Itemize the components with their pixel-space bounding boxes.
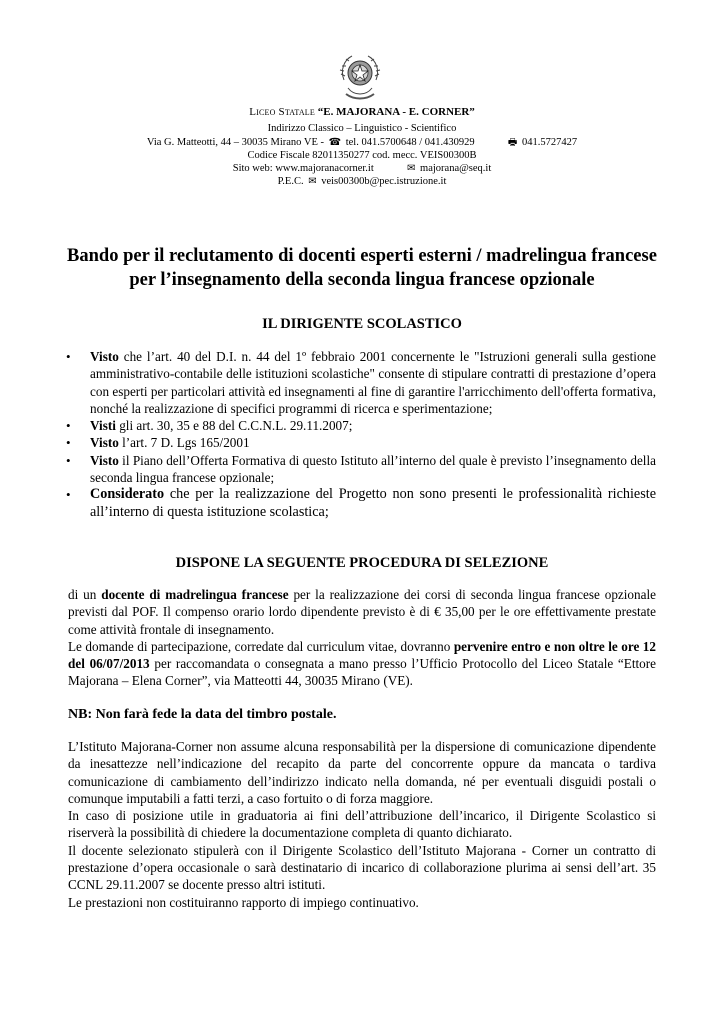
- pec-label: P.E.C.: [277, 176, 304, 187]
- item-text: che per la realizzazione del Progetto non sono presenti le professionalità richieste all’interno di questa istituzione scolastica;: [90, 486, 656, 521]
- school-website[interactable]: Sito web: www.majoranacorner.it: [232, 163, 374, 174]
- list-item: [66, 486, 656, 522]
- item-text: il Piano dell’Offerta Formativa di questo Istituto all’interno del quale è previsto l’insegnamento della seconda lingua francese opzionale;: [90, 452, 656, 486]
- item-text: l’art. 7 D. Lgs 165/2001: [118, 435, 250, 451]
- pec-email[interactable]: veis00300b@pec.istruzione.it: [321, 176, 447, 187]
- list-item: [66, 417, 656, 434]
- school-address: Via G. Matteotti, 44 – 30035 Mirano VE -: [146, 137, 324, 148]
- pec-line: [0, 174, 724, 189]
- heading-dirigente: IL DIRIGENTE SCOLASTICO: [262, 316, 462, 332]
- closing-paragraph: Le prestazioni non costituiranno rapporto di impiego continuativo.: [68, 894, 419, 910]
- italian-republic-emblem-icon: [336, 50, 384, 102]
- item-lead: Considerato: [90, 486, 165, 503]
- title-line-1: Bando per il reclutamento di docenti esperti esterni / madrelingua francese: [67, 246, 657, 266]
- school-track: Indirizzo Classico – Linguistico - Scientifico: [267, 123, 457, 134]
- fax-icon: 🖶: [507, 137, 518, 148]
- considerations-list: [66, 348, 656, 522]
- procedure-paragraph-1: di un docente di madrelingua francese per la realizzazione dei corsi di seconda lingua francese opzionale previsti dal POF. Il compenso orario lordo dipendente previsto è di € 35,00 per le ore effettivamente prestate come attività frontale di insegnamento.: [68, 587, 656, 637]
- phone-icon: ☎: [328, 137, 342, 148]
- list-item: [66, 452, 656, 487]
- list-item: [66, 348, 656, 417]
- heading-dispone: DISPONE LA SEGUENTE PROCEDURA DI SELEZIONE: [175, 555, 549, 571]
- envelope-icon: ✉: [407, 163, 416, 174]
- item-lead: Visto: [90, 349, 119, 364]
- bullet-icon: •: [66, 435, 71, 451]
- title-line-2: per l’insegnamento della seconda lingua francese opzionale: [129, 270, 595, 290]
- item-lead: Visto: [90, 452, 119, 468]
- closing-paragraph: L’Istituto Majorana-Corner non assume alcuna responsabilità per la dispersione di comunicazione dipendente da inesattezze nell’indicazione del recapito da parte del concorrente oppure da mancata o tardiva comunicazione di cambiamento dell’indirizzo indicato nella domanda, né per eventuali disguidi postali o comunque imputabili a fatti terzi, a caso fortuito o di forza maggiore.: [68, 739, 656, 806]
- closing-section: [68, 738, 656, 911]
- school-name: “E. MAJORANA - E. CORNER”: [317, 106, 475, 118]
- item-lead: Visto: [90, 435, 119, 451]
- pec-envelope-icon: ✉: [308, 176, 317, 187]
- school-email[interactable]: majorana@seq.it: [420, 163, 492, 174]
- school-prefix: Liceo Statale: [249, 106, 315, 118]
- closing-paragraph: Il docente selezionato stipulerà con il Dirigente Scolastico dell’Istituto Majorana - Corner un contratto di prestazione d’opera occasionale o sarà destinatario di incarico di collaborazione plurima ai sensi dell’art. 35 CCNL 29.11.2007 se docente presso altri istituti.: [68, 842, 656, 893]
- nb-note: NB: Non farà fede la data del timbro postale.: [68, 707, 337, 722]
- school-name-line: [0, 105, 724, 120]
- bullet-icon: •: [66, 487, 71, 503]
- item-lead: Visti: [90, 418, 116, 434]
- list-item: [66, 434, 656, 451]
- bullet-icon: •: [66, 418, 71, 434]
- document-title: [40, 244, 684, 292]
- bullet-icon: •: [66, 452, 71, 468]
- item-text: che l’art. 40 del D.I. n. 44 del 1º febbraio 2001 concernente le "Istruzioni generali sulla gestione amministrativo-contabile delle istituzioni scolastiche" consente di stipulare contratti di prestazione d’opera con esperti per particolari attività ed insegnamenti al fine di garantire l'arricchimento dell'offerta formativa, nonché la realizzazione di specifici programmi di ricerca e sperimentazione;: [90, 349, 656, 416]
- item-text: gli art. 30, 35 e 88 del C.C.N.L. 29.11.2007;: [115, 418, 353, 434]
- closing-paragraph: In caso di posizione utile in graduatoria ai fini dell’attribuzione dell’incarico, il Dirigente Scolastico si riserverà la possibilità di chiedere la documentazione completa di quanto dichiarato.: [68, 808, 656, 841]
- procedure-section: [68, 586, 656, 690]
- bullet-icon: •: [66, 349, 71, 364]
- school-fax: 041.5727427: [521, 137, 578, 148]
- procedure-paragraph-2: Le domande di partecipazione, corredate dal curriculum vitae, dovranno pervenire entro e non oltre le ore 12 del 06/07/2013 per raccomandata o consegnata a mano presso l’Ufficio Protocollo del Liceo Statale “Ettore Majorana – Elena Corner”, via Matteotti 44, 30035 Mirano (VE).: [68, 638, 656, 689]
- school-codes: Codice Fiscale 82011350277 cod. mecc. VEIS00300B: [247, 150, 477, 161]
- school-phone: tel. 041.5700648 / 041.430929: [345, 137, 475, 148]
